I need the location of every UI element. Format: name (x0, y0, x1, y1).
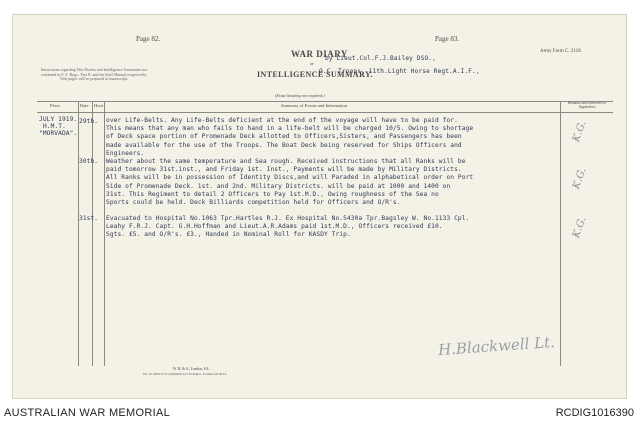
diary-title: WAR DIARY (291, 49, 348, 59)
entry-date: 29th. (79, 118, 99, 125)
entry-date: 31st. (79, 215, 99, 222)
remarks-initials: K.G. (570, 215, 589, 240)
entry-text: Evacuated to Hospital No.1063 Tpr.Hartles R.J. Ex Hospital No.5430a Tpr.Bagsley W. No.1133 Cpl. Leahy F.R.J. Capt. G.H.Hoffman and Lieut.A.R.Adams paid 1st.M.D., Officers received £10. Sgts. £5. and O/R's. £3., Handed in Nominal Roll for KASDY Trip. (106, 215, 470, 239)
entry-text: Weather about the same temperature and Sea rough. Received instructions that all Ranks will be paid tomorrow 31st.inst., and Friday 1st. Inst., Payments will be made by Military Districts. All Ranks will be in possession of Identity Discs,and will Paraded in alphabetical order on Port Side of Promenade Deck. 1st. and 2nd. Military Districts. will be paid at 1000 and 1400 on 31st. This Regiment to detail 2 Officers to Pay 1st.M.D., Owing roughness of the Sea no Sports could be held. Deck Billiards competition held for Officers and O/R's. (106, 158, 474, 207)
place-date: JULY 1919. (39, 116, 78, 123)
archive-reference: RCDIG1016390 (555, 407, 634, 419)
entry-date: 30th. (79, 158, 99, 165)
remarks-initials: K.G. (570, 166, 589, 191)
diary-subtitle: INTELLIGENCE SUMMARY. (257, 70, 373, 79)
printer-imprint: W. H. & S., London, S.E. (173, 367, 210, 371)
title-or: or (310, 61, 315, 66)
col-header-hour: Hour (94, 103, 104, 108)
army-form-label: Army Form C. 2118. (540, 49, 582, 54)
column-rule (104, 101, 105, 366)
diary-page (12, 14, 627, 399)
signature: H.Blackwell Lt. (437, 332, 556, 360)
archive-footer (0, 404, 640, 423)
page-number-right: Page 83. (435, 35, 460, 43)
instructions-note: Instructions regarding War Diaries and Intelligence Summaries are contained in F. S. Regs., Part II. and the Staff Manual respectively. Title pages will be prepared in manuscript. (40, 67, 148, 82)
unit-line: O.C. Troops, 11th.Light Horse Regt.A.I.F., (319, 68, 480, 75)
entry-text: over Life-Belts. Any Life-Belts deficient at the end of the voyage will have to be paid for. This means that any man who fails to hand in a life-belt will be charged 10/5. Owing to shortage of Deck space portion of Promenade Deck allotted to Officers,Sisters, and Passengers has been made available for the use of the Troops. The Boat Deck being reserved for Ships Officers and Engineers. (106, 117, 474, 157)
column-rule (92, 101, 93, 366)
archive-name: AUSTRALIAN WAR MEMORIAL (4, 407, 171, 419)
col-header-place: Place (50, 103, 60, 108)
column-rule (560, 101, 561, 366)
printer-imprint: Wt. W 1063/1173 1,000,000 5/17 D.D.& L. Forms/C2118/14. (143, 372, 227, 376)
col-header-remarks: Remarks and references to Appendices (567, 101, 607, 109)
place-ship-name: "MORVADA". (39, 130, 78, 137)
remarks-initials: K.G. (570, 119, 589, 144)
table-top-rule (37, 101, 613, 102)
heading-note: (Erase heading not required.) (275, 93, 325, 98)
col-header-date: Date (80, 103, 89, 108)
page-number-left: Page 82. (136, 35, 161, 43)
place-ship-prefix: H.M.T. (43, 123, 66, 130)
author-line: by Lieut.Col.F.J.Bailey DSO., (325, 55, 436, 62)
column-rule (78, 101, 79, 366)
table-header-rule (37, 112, 613, 113)
col-header-summary: Summary of Events and Information (281, 103, 347, 108)
